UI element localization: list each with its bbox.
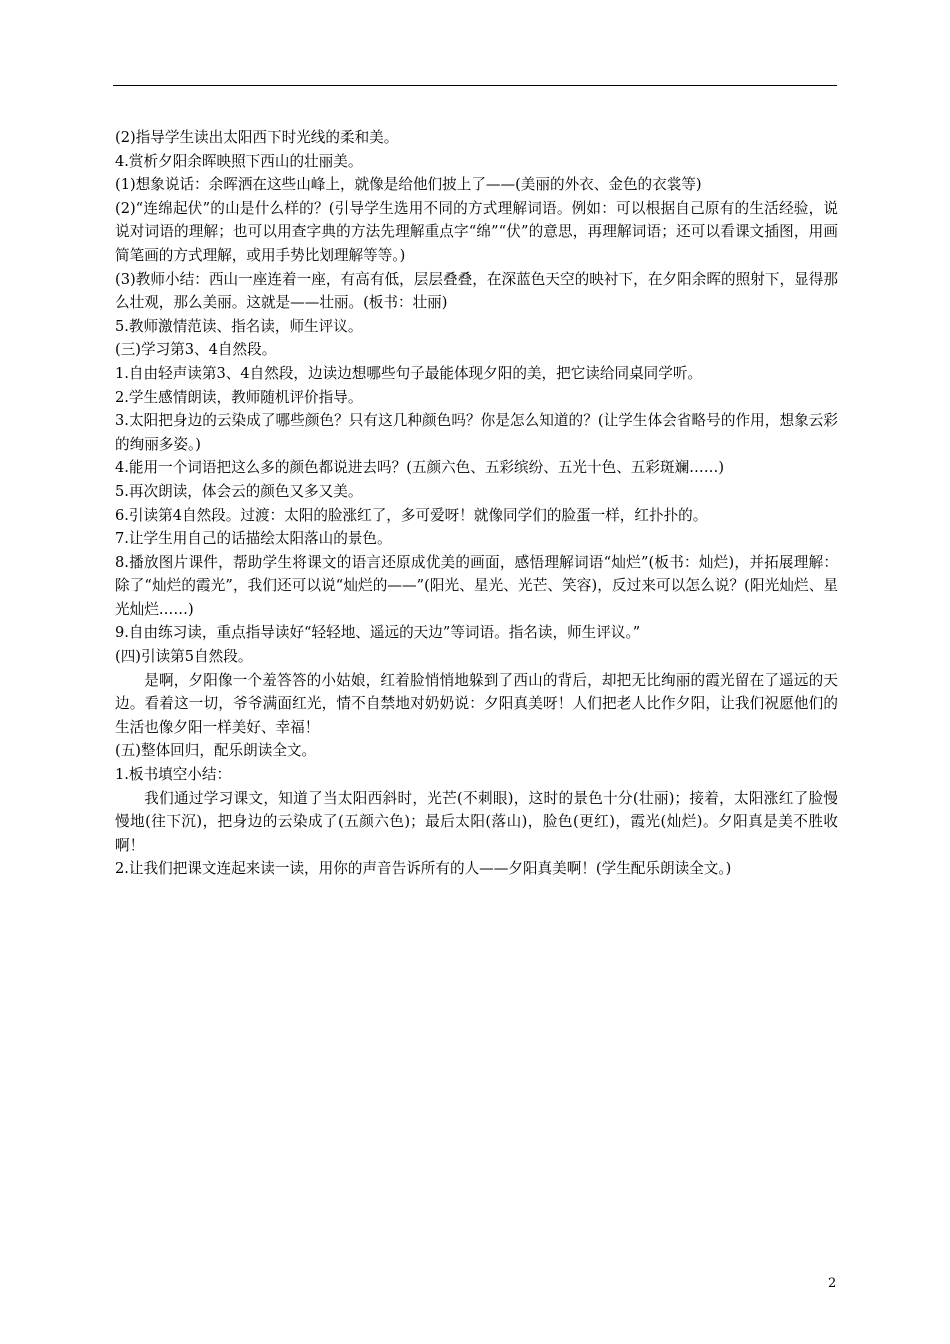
header-rule	[113, 85, 837, 86]
paragraph: 5.教师激情范读、指名读，师生评议。	[115, 317, 363, 335]
section-heading: (三)学习第3、4自然段。	[115, 341, 277, 359]
paragraph: 6.引读第4自然段。过渡：太阳的脸涨红了，多可爱呀！就像同学们的脸蛋一样，红扑扑的。	[115, 506, 708, 524]
paragraph: 2.学生感情朗读，教师随机评价指导。	[115, 388, 363, 406]
paragraph: 1.板书填空小结：	[115, 766, 232, 784]
indented-paragraph: 我们通过学习课文，知道了当太阳西斜时，光芒(不刺眼)，这时的景色十分(壮丽)；接着，太阳涨红了脸慢慢地(往下沉)，把身边的云染成了(五颜六色)；最后太阳(落山)，脸色(更红)，霞光(灿烂)。夕阳真是美不胜收啊！	[115, 789, 838, 854]
page-number: 2	[828, 1276, 837, 1291]
paragraph: 7.让学生用自己的话描绘太阳落山的景色。	[115, 530, 392, 548]
document-body	[115, 126, 838, 881]
paragraph: 8.播放图片课件，帮助学生将课文的语言还原成优美的画面，感悟理解词语“灿烂”(板书：灿烂)，并拓展理解：除了“灿烂的霞光”，我们还可以说“灿烂的——”(阳光、星光、光芒、笑容)，反过来可以怎么说？(阳光灿烂、星光灿烂……)	[115, 553, 838, 618]
paragraph: (3)教师小结：西山一座连着一座，有高有低，层层叠叠，在深蓝色天空的映衬下，在夕阳余晖的照射下，显得那么壮观，那么美丽。这就是——壮丽。(板书：壮丽)	[115, 270, 838, 312]
paragraph: 4.能用一个词语把这么多的颜色都说进去吗？(五颜六色、五彩缤纷、五光十色、五彩斑斓……)	[115, 459, 725, 477]
paragraph: (2)“连绵起伏”的山是什么样的？(引导学生选用不同的方式理解词语。例如：可以根据自己原有的生活经验，说说对词语的理解；也可以用查字典的方法先理解重点字“绵”“伏”的意思，再理解词语；还可以看课文插图，用画简笔画的方式理解，或用手势比划理解等等。)	[115, 199, 838, 264]
paragraph: 1.自由轻声读第3、4自然段，边读边想哪些句子最能体现夕阳的美，把它读给同桌同学听。	[115, 364, 703, 382]
paragraph: 9.自由练习读，重点指导读好“轻轻地、遥远的天边”等词语。指名读，师生评议。”	[115, 624, 641, 642]
paragraph: (2)指导学生读出太阳西下时光线的柔和美。	[115, 129, 399, 146]
section-heading: (四)引读第5自然段。	[115, 648, 253, 666]
paragraph: 5.再次朗读，体会云的颜色又多又美。	[115, 482, 363, 500]
paragraph: 2.让我们把课文连起来读一读，用你的声音告诉所有的人——夕阳真美啊！(学生配乐朗读全文。)	[115, 860, 732, 878]
paragraph: (1)想象说话：余晖洒在这些山峰上，就像是给他们披上了——(美丽的外衣、金色的衣裳等)	[115, 176, 702, 194]
section-heading: (五)整体回归，配乐朗读全文。	[115, 742, 317, 760]
paragraph: 4.赏析夕阳余晖映照下西山的壮丽美。	[115, 152, 363, 170]
paragraph: 3.太阳把身边的云染成了哪些颜色？只有这几种颜色吗？你是怎么知道的？(让学生体会省略号的作用，想象云彩的绚丽多姿。)	[115, 412, 838, 453]
indented-paragraph: 是啊，夕阳像一个羞答答的小姑娘，红着脸悄悄地躲到了西山的背后，却把无比绚丽的霞光留在了遥远的天边。看着这一切，爷爷满面红光，情不自禁地对奶奶说：夕阳真美呀！人们把老人比作夕阳，让我们祝愿他们的生活也像夕阳一样美好、幸福！	[115, 671, 838, 736]
